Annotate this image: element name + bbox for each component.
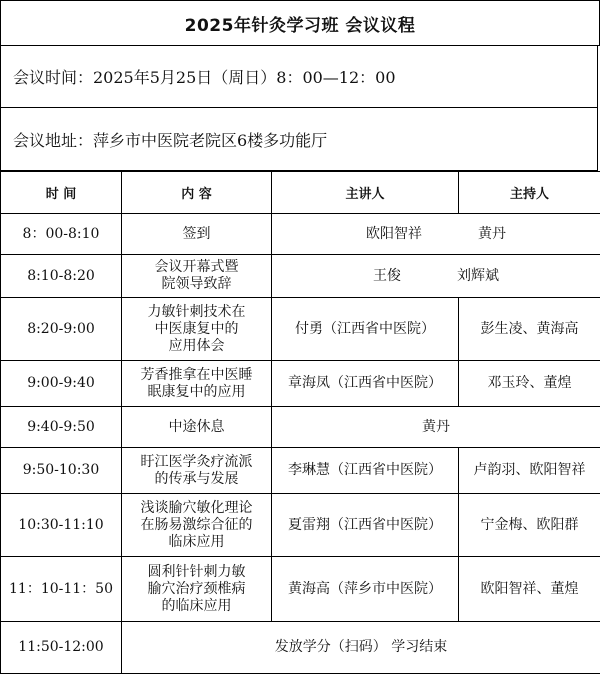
agenda-row	[1, 494, 600, 557]
agenda-time: 8:10-8:20	[1, 255, 122, 298]
agenda-row	[1, 557, 600, 622]
agenda-content-line: 应用体会	[168, 337, 225, 354]
header-host: 主持人	[459, 172, 600, 214]
agenda-speaker-host	[272, 214, 600, 255]
meeting-address: 会议地址：萍乡市中医院老院区6楼多功能厅	[0, 108, 598, 171]
agenda-speaker: 付勇（江西省中医院）	[272, 298, 459, 361]
agenda-speaker: 黄丹	[272, 407, 600, 448]
agenda-host: 卢韵羽、欧阳智祥	[459, 448, 600, 494]
agenda-content-line: 圆利针针刺力敏	[147, 563, 246, 580]
agenda-content-line: 浅谈腧穴敏化理论	[140, 499, 253, 516]
agenda-content-line: 的临床应用	[161, 597, 232, 614]
agenda-content-line: 临床应用	[168, 533, 225, 550]
agenda-content-line: 芳香推拿在中医睡	[140, 366, 253, 383]
agenda-host: 刘辉斌	[457, 267, 499, 284]
agenda-speaker: 黄海高（萍乡市中医院）	[272, 557, 459, 622]
agenda-time: 10:30-11:10	[1, 494, 122, 557]
agenda-content-line: 签到	[182, 225, 211, 242]
agenda-content-line: 院领导致辞	[161, 276, 232, 292]
agenda-speaker: 夏雷翔（江西省中医院）	[272, 494, 459, 557]
agenda-content-line: 在肠易激综合征的	[140, 516, 253, 533]
agenda-content	[122, 557, 272, 622]
agenda-speaker-host	[272, 255, 600, 298]
agenda-host: 彭生凌、黄海高	[459, 298, 600, 361]
agenda-content	[122, 407, 272, 448]
agenda-content	[122, 494, 272, 557]
agenda-row	[1, 407, 600, 448]
agenda-content-line: 中医康复中的	[154, 320, 239, 337]
agenda-time: 9:40-9:50	[1, 407, 122, 448]
agenda-speaker: 章海凤（江西省中医院）	[272, 361, 459, 407]
agenda-content	[122, 214, 272, 255]
agenda-time: 9:00-9:40	[1, 361, 122, 407]
agenda-content-line: 盱江医学灸疗流派	[140, 453, 253, 470]
agenda-host: 邓玉玲、董煌	[459, 361, 600, 407]
agenda-time: 8:20-9:00	[1, 298, 122, 361]
agenda-time: 9:50-10:30	[1, 448, 122, 494]
agenda-row	[1, 255, 600, 298]
agenda-speaker: 欧阳智祥	[366, 225, 422, 242]
agenda-row	[1, 622, 600, 674]
agenda-host: 欧阳智祥、董煌	[459, 557, 600, 622]
agenda-table	[0, 171, 600, 674]
header-content: 内 容	[122, 172, 272, 214]
agenda-row	[1, 298, 600, 361]
agenda-time: 8：00-8:10	[1, 214, 122, 255]
agenda-content-line: 发放学分（扫码） 学习结束	[274, 639, 448, 655]
agenda-content	[122, 448, 272, 494]
agenda-content-line: 中途休息	[168, 418, 225, 435]
page-title: 2025年针灸学习班 会议议程	[0, 0, 600, 46]
agenda-time: 11:50-12:00	[1, 622, 122, 674]
meeting-time: 会议时间：2025年5月25日（周日）8：00—12：00	[0, 45, 598, 108]
agenda-body	[1, 214, 600, 674]
agenda-content-line: 的传承与发展	[154, 470, 239, 487]
agenda-content	[122, 622, 600, 674]
agenda-content-line: 会议开幕式暨	[154, 259, 239, 275]
agenda-row	[1, 214, 600, 255]
agenda-row	[1, 361, 600, 407]
agenda-content	[122, 361, 272, 407]
agenda-content-line: 力敏针刺技术在	[147, 303, 246, 320]
header-speaker: 主讲人	[272, 172, 459, 214]
agenda-content	[122, 298, 272, 361]
table-header-row	[1, 172, 600, 214]
agenda-host: 宁金梅、欧阳群	[459, 494, 600, 557]
agenda-content	[122, 255, 272, 298]
agenda-content-line: 腧穴治疗颈椎病	[147, 580, 246, 597]
agenda-time: 11：10-11：50	[1, 557, 122, 622]
agenda-host: 黄丹	[478, 225, 506, 242]
agenda-content-line: 眠康复中的应用	[147, 383, 246, 400]
header-time: 时 间	[1, 172, 122, 214]
agenda-speaker: 王俊	[373, 267, 401, 284]
agenda-row	[1, 448, 600, 494]
agenda-speaker: 李琳慧（江西省中医院）	[272, 448, 459, 494]
